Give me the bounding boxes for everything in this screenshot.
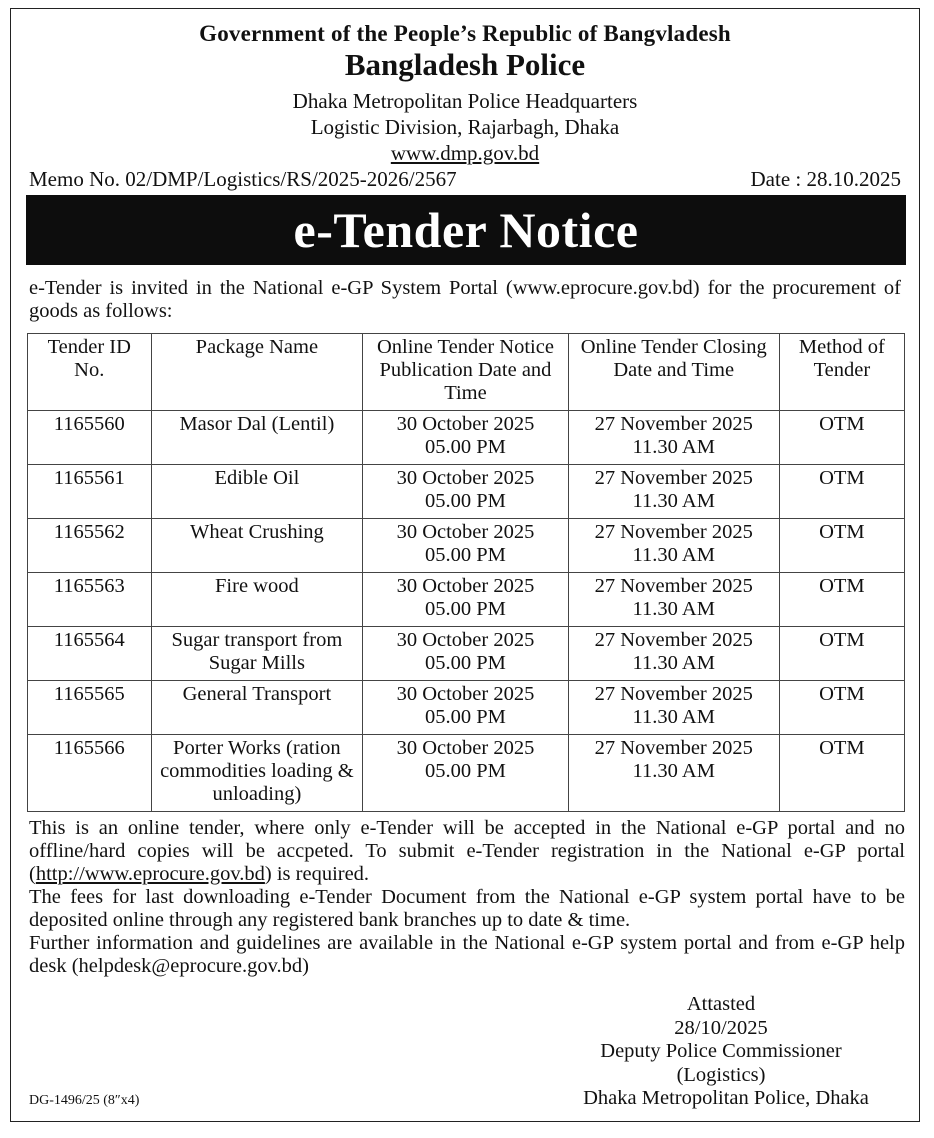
- method-cell: OTM: [779, 573, 904, 627]
- footer-code: DG-1496/25 (8″x4): [29, 1093, 140, 1108]
- closing-time: 11.30 AM: [632, 544, 715, 566]
- header-package-name: Package Name: [151, 334, 363, 411]
- website-link[interactable]: www.dmp.gov.bd: [390, 141, 540, 165]
- headquarters-line: Dhaka Metropolitan Police Headquarters: [292, 89, 638, 113]
- publication-date: 30 October 2025: [396, 413, 535, 435]
- tender-id-cell: 1165563: [28, 573, 152, 627]
- closing-date: 27 November 2025: [594, 629, 753, 651]
- method-cell: OTM: [779, 735, 904, 812]
- memo-number: Memo No. 02/DMP/Logistics/RS/2025-2026/2567: [29, 167, 457, 191]
- tender-id-cell: 1165561: [28, 465, 152, 519]
- publication-cell: [363, 735, 568, 812]
- publication-date: 30 October 2025: [396, 737, 535, 759]
- publication-date: 30 October 2025: [396, 629, 535, 651]
- closing-date: 27 November 2025: [594, 413, 753, 435]
- instruction-text: ) is required.: [264, 863, 370, 885]
- publication-time: 05.00 PM: [425, 544, 506, 566]
- signatory-office: Dhaka Metropolitan Police, Dhaka: [583, 1087, 869, 1109]
- closing-cell: [568, 735, 779, 812]
- publication-time: 05.00 PM: [425, 652, 506, 674]
- closing-time: 11.30 AM: [632, 436, 715, 458]
- publication-date: 30 October 2025: [396, 467, 535, 489]
- tender-id-cell: 1165565: [28, 681, 152, 735]
- division-line: Logistic Division, Rajarbagh, Dhaka: [310, 115, 620, 139]
- notice-frame: [10, 8, 920, 1122]
- tender-id-cell: 1165564: [28, 627, 152, 681]
- publication-cell: [363, 465, 568, 519]
- header-closing: Online Tender Closing Date and Time: [568, 334, 779, 411]
- website-line: [11, 141, 919, 166]
- signature-date: 28/10/2025: [674, 1016, 768, 1039]
- header-tender-id: Tender ID No.: [28, 334, 152, 411]
- closing-time: 11.30 AM: [632, 760, 715, 782]
- closing-date: 27 November 2025: [594, 737, 753, 759]
- publication-date: 30 October 2025: [396, 575, 535, 597]
- publication-date: 30 October 2025: [396, 683, 535, 705]
- publication-time: 05.00 PM: [425, 706, 506, 728]
- closing-cell: [568, 627, 779, 681]
- tender-id-cell: 1165562: [28, 519, 152, 573]
- instruction-paragraph-3: Further information and guidelines are available in the National e-GP system portal and from e-GP help desk (helpdesk@eprocure.gov.bd): [29, 932, 905, 977]
- closing-date: 27 November 2025: [594, 467, 753, 489]
- closing-date: 27 November 2025: [594, 683, 753, 705]
- publication-cell: [363, 411, 568, 465]
- publication-cell: [363, 519, 568, 573]
- publication-date: 30 October 2025: [396, 521, 535, 543]
- package-cell: Wheat Crushing: [151, 519, 363, 573]
- instruction-paragraph-2: The fees for last downloading e-Tender Document from the National e-GP system portal have to be deposited online through any registered bank branches up to date & time.: [29, 886, 905, 931]
- instruction-paragraph-1: [29, 817, 905, 886]
- method-cell: OTM: [779, 681, 904, 735]
- signatory-title: Deputy Police Commissioner: [600, 1040, 842, 1062]
- publication-time: 05.00 PM: [425, 490, 506, 512]
- method-cell: OTM: [779, 519, 904, 573]
- package-cell: Masor Dal (Lentil): [151, 411, 363, 465]
- publication-cell: [363, 573, 568, 627]
- closing-time: 11.30 AM: [632, 706, 715, 728]
- tender-id-cell: 1165560: [28, 411, 152, 465]
- table-header-row: [28, 334, 905, 411]
- publication-cell: [363, 681, 568, 735]
- header-method: Method of Tender: [779, 334, 904, 411]
- table-row: [28, 519, 905, 573]
- closing-date: 27 November 2025: [594, 521, 753, 543]
- government-heading: Government of the People’s Republic of Bangvladesh: [199, 21, 731, 46]
- package-cell: General Transport: [151, 681, 363, 735]
- tender-table: [27, 333, 905, 812]
- notice-banner: e-Tender Notice: [26, 195, 906, 265]
- method-cell: OTM: [779, 627, 904, 681]
- closing-time: 11.30 AM: [632, 490, 715, 512]
- closing-time: 11.30 AM: [632, 652, 715, 674]
- publication-cell: [363, 627, 568, 681]
- package-cell: Edible Oil: [151, 465, 363, 519]
- table-row: [28, 627, 905, 681]
- instructions-block: [29, 817, 905, 978]
- signature-block: [551, 993, 891, 1111]
- intro-text: e-Tender is invited in the National e-GP System Portal (www.eprocure.gov.bd) for the procurement of goods as follows:: [29, 277, 901, 322]
- table-row: [28, 465, 905, 519]
- closing-cell: [568, 573, 779, 627]
- method-cell: OTM: [779, 465, 904, 519]
- closing-cell: [568, 411, 779, 465]
- instruction-text: This is an online tender, where only e-Tender will be accepted in the National e-GP portal and no offline/hard copies will be accpeted. To submit e-Tender registration in the National e-GP portal (: [29, 817, 905, 885]
- closing-time: 11.30 AM: [632, 598, 715, 620]
- package-cell: Porter Works (ration commodities loading & unloading): [151, 735, 363, 812]
- header-publication: Online Tender Notice Publication Date and Time: [363, 334, 568, 411]
- closing-date: 27 November 2025: [594, 575, 753, 597]
- table-row: [28, 411, 905, 465]
- package-cell: Sugar transport from Sugar Mills: [151, 627, 363, 681]
- package-cell: Fire wood: [151, 573, 363, 627]
- publication-time: 05.00 PM: [425, 760, 506, 782]
- table-row: [28, 681, 905, 735]
- attested-label: Attasted: [686, 993, 756, 1015]
- organization-heading: Bangladesh Police: [344, 47, 586, 82]
- tender-id-cell: 1165566: [28, 735, 152, 812]
- signatory-unit: (Logistics): [676, 1063, 766, 1086]
- notice-date: Date : 28.10.2025: [750, 167, 901, 191]
- closing-cell: [568, 519, 779, 573]
- method-cell: OTM: [779, 411, 904, 465]
- table-row: [28, 573, 905, 627]
- eprocure-link[interactable]: http://www.eprocure.gov.bd: [35, 863, 265, 885]
- publication-time: 05.00 PM: [425, 436, 506, 458]
- closing-cell: [568, 465, 779, 519]
- table-row: [28, 735, 905, 812]
- publication-time: 05.00 PM: [425, 598, 506, 620]
- closing-cell: [568, 681, 779, 735]
